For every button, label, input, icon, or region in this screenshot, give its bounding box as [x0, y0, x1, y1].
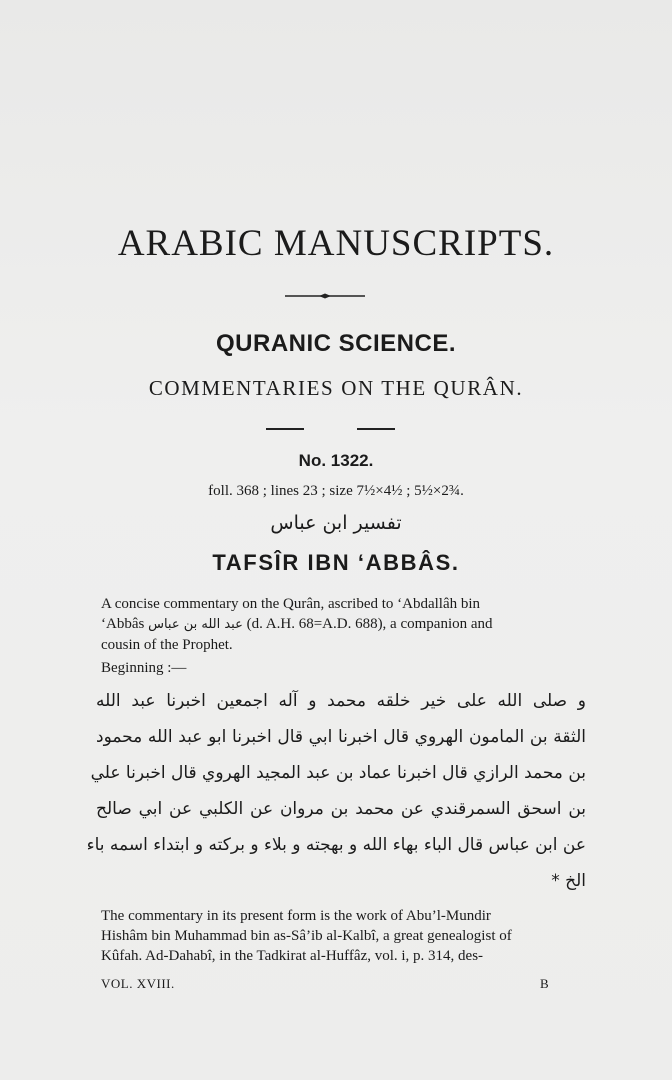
volume-label: VOL. XVIII. [101, 976, 175, 991]
description-paragraph [101, 594, 591, 655]
ornament-divider [285, 293, 365, 299]
entry-metadata: foll. 368 ; lines 23 ; size 7½×4½ ; 5½×2¾. [208, 483, 464, 499]
description-line: cousin of the Prophet. [101, 637, 233, 653]
arabic-line: و صلى الله على خير خلقه محمد و آله اجمعين اخبرنا عبد الله [96, 691, 586, 711]
signature-mark: B [540, 976, 549, 991]
page-title: ARABIC MANUSCRIPTS. [117, 223, 555, 264]
commentary-line: Kûfah. Ad-Dahabî, in the Tadkirat al-Huffâz, vol. i, p. 314, des- [101, 948, 484, 964]
section-title: QURANIC SCIENCE. [215, 330, 457, 357]
arabic-incipit [86, 683, 586, 899]
description-text: ‘Abbâs [101, 616, 149, 632]
arabic-name: عبد الله بن عباس [148, 617, 243, 632]
description-line [101, 614, 591, 635]
divider-right [357, 428, 395, 430]
entry-number: No. 1322. [298, 451, 374, 470]
transliterated-title: TAFSÎR IBN ‘ABBÂS. [212, 550, 460, 575]
description-text: (d. A.H. 68=A.D. 688), a companion and [242, 616, 493, 632]
description-line: A concise commentary on the Qurân, ascribed to ‘Abdallâh bin [101, 596, 481, 612]
arabic-line: الثقة بن المامون الهروي قال اخبرنا ابي قال اخبرنا ابو عبد الله محمود [96, 727, 586, 747]
commentary-paragraph [101, 906, 591, 966]
arabic-line: بن محمد الرازي قال اخبرنا عماد بن عبد المجيد الهروي قال اخبرنا علي [90, 763, 586, 783]
divider-left [266, 428, 304, 430]
commentary-line: Hishâm bin Muhammad bin as-Sâ’ib al-Kalbî, a great genealogist of [101, 928, 512, 944]
commentary-line: The commentary in its present form is the work of Abu’l-Mundir [101, 908, 491, 924]
subsection-title: COMMENTARIES ON THE QURÂN. [148, 376, 524, 400]
arabic-line: الخ * [551, 871, 586, 891]
arabic-line: عن ابن عباس قال الباء بهاء الله و بهجته و بلاء و بركته و ابتداء اسمه باء [86, 835, 586, 855]
beginning-label: Beginning :— [101, 660, 187, 676]
arabic-line: بن اسحق السمرقندي عن محمد بن مروان عن الكلبي عن ابي صالح [96, 799, 586, 819]
arabic-title: تفسير ابن عباس [270, 512, 402, 534]
